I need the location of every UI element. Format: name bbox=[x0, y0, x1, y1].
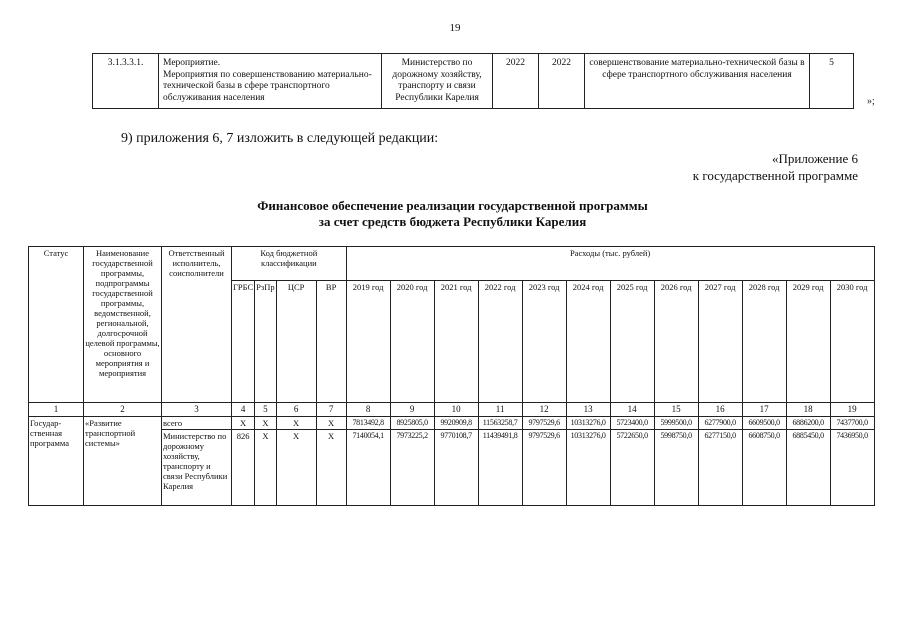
header-name: Наименование государственной программы, подпрограммы государственной программы, ведомственной, региональной, долгосрочной целевой программы, основного мероприятия и мероприятия bbox=[84, 247, 162, 403]
expense-value: 11439491,8 bbox=[478, 430, 522, 506]
column-number: 3 bbox=[162, 403, 232, 417]
event-year-start: 2022 bbox=[493, 54, 539, 109]
header-executor: Ответственный исполнитель, соисполнители bbox=[162, 247, 232, 403]
row-vr: X bbox=[316, 417, 346, 430]
document-title bbox=[0, 198, 905, 230]
header-year: 2030 год bbox=[830, 281, 874, 403]
row-grbs: 826 bbox=[232, 430, 255, 506]
row-csr: X bbox=[276, 430, 316, 506]
expense-value: 8925805,0 bbox=[390, 417, 434, 430]
event-result: совершенствование материально-технической базы в сфере транспортного обслуживания населения bbox=[585, 54, 810, 109]
column-number: 13 bbox=[566, 403, 610, 417]
row-vr: X bbox=[316, 430, 346, 506]
header-year: 2021 год bbox=[434, 281, 478, 403]
expense-value: 5998750,0 bbox=[654, 430, 698, 506]
expense-value: 6886200,0 bbox=[786, 417, 830, 430]
column-number: 17 bbox=[742, 403, 786, 417]
row-rzpr: X bbox=[255, 417, 276, 430]
expense-value: 9920909,8 bbox=[434, 417, 478, 430]
table-row bbox=[29, 417, 875, 430]
column-number: 1 bbox=[29, 403, 84, 417]
appendix-line-2: к государственной программе bbox=[692, 168, 858, 183]
header-expenses: Расходы (тыс. рублей) bbox=[346, 247, 874, 281]
event-table bbox=[92, 53, 854, 109]
column-number: 19 bbox=[830, 403, 874, 417]
row-csr: X bbox=[276, 417, 316, 430]
event-value: 5 bbox=[810, 54, 854, 109]
column-number: 11 bbox=[478, 403, 522, 417]
column-number: 7 bbox=[316, 403, 346, 417]
expense-value: 6609500,0 bbox=[742, 417, 786, 430]
expense-value: 5722650,0 bbox=[610, 430, 654, 506]
column-number: 14 bbox=[610, 403, 654, 417]
program-name: «Развитие транспортной системы» bbox=[84, 417, 162, 506]
appendix-heading bbox=[693, 150, 858, 184]
expense-value: 6277150,0 bbox=[698, 430, 742, 506]
header-year: 2027 год bbox=[698, 281, 742, 403]
header-year: 2020 год bbox=[390, 281, 434, 403]
column-number: 9 bbox=[390, 403, 434, 417]
event-year-end: 2022 bbox=[539, 54, 585, 109]
header-year: 2025 год bbox=[610, 281, 654, 403]
program-status: Государ-ственная программа bbox=[29, 417, 84, 506]
header-year: 2019 год bbox=[346, 281, 390, 403]
header-year: 2028 год bbox=[742, 281, 786, 403]
instruction-text: 9) приложения 6, 7 изложить в следующей редакции: bbox=[121, 131, 439, 146]
expense-value: 10313276,0 bbox=[566, 417, 610, 430]
expense-value: 6885450,0 bbox=[786, 430, 830, 506]
column-number: 12 bbox=[522, 403, 566, 417]
expense-value: 6277900,0 bbox=[698, 417, 742, 430]
row-executor: Министерство по дорожному хозяйству, транспорту и связи Республики Карелия bbox=[162, 430, 232, 506]
event-executor: Министерство по дорожному хозяйству, транспорту и связи Республики Карелия bbox=[382, 54, 493, 109]
header-vr: ВР bbox=[316, 281, 346, 403]
header-year: 2022 год bbox=[478, 281, 522, 403]
header-status: Статус bbox=[29, 247, 84, 403]
column-number: 15 bbox=[654, 403, 698, 417]
column-number-row bbox=[29, 403, 875, 417]
expense-value: 9797529,6 bbox=[522, 430, 566, 506]
title-line-1: Финансовое обеспечение реализации государственной программы bbox=[257, 198, 648, 213]
expense-value: 5999500,0 bbox=[654, 417, 698, 430]
page-number: 19 bbox=[449, 22, 461, 34]
row-executor: всего bbox=[162, 417, 232, 430]
expense-value: 11563258,7 bbox=[478, 417, 522, 430]
appendix-line-1: «Приложение 6 bbox=[771, 151, 858, 166]
event-description bbox=[159, 54, 382, 109]
header-row-1 bbox=[29, 247, 875, 281]
event-title: Мероприятие. bbox=[163, 58, 221, 68]
expense-value: 7140054,1 bbox=[346, 430, 390, 506]
expense-value: 6608750,0 bbox=[742, 430, 786, 506]
row-rzpr: X bbox=[255, 430, 276, 506]
column-number: 5 bbox=[255, 403, 276, 417]
expense-value: 5723400,0 bbox=[610, 417, 654, 430]
event-text: Мероприятия по совершенствованию материально-технической базы в сфере транспортного обслуживания населения bbox=[163, 69, 372, 103]
expense-value: 7813492,8 bbox=[346, 417, 390, 430]
header-csr: ЦСР bbox=[276, 281, 316, 403]
expense-value: 7973225,2 bbox=[390, 430, 434, 506]
header-rzpr: РзПр bbox=[255, 281, 276, 403]
event-code: 3.1.3.3.1. bbox=[93, 54, 159, 109]
header-budget-code: Код бюджетной классификации bbox=[232, 247, 347, 281]
expense-value: 9797529,6 bbox=[522, 417, 566, 430]
expense-value: 7437700,0 bbox=[830, 417, 874, 430]
column-number: 16 bbox=[698, 403, 742, 417]
column-number: 6 bbox=[276, 403, 316, 417]
header-year: 2024 год bbox=[566, 281, 610, 403]
title-line-2: за счет средств бюджета Республики Карелия bbox=[318, 214, 587, 229]
header-year: 2023 год bbox=[522, 281, 566, 403]
column-number: 4 bbox=[232, 403, 255, 417]
column-number: 18 bbox=[786, 403, 830, 417]
event-row bbox=[93, 54, 854, 109]
row-grbs: X bbox=[232, 417, 255, 430]
expense-value: 9770108,7 bbox=[434, 430, 478, 506]
header-year: 2029 год bbox=[786, 281, 830, 403]
closing-quote: »; bbox=[867, 96, 875, 107]
header-year: 2026 год bbox=[654, 281, 698, 403]
header-grbs: ГРБС bbox=[232, 281, 255, 403]
column-number: 10 bbox=[434, 403, 478, 417]
expense-value: 10313276,0 bbox=[566, 430, 610, 506]
column-number: 8 bbox=[346, 403, 390, 417]
column-number: 2 bbox=[84, 403, 162, 417]
financing-table bbox=[28, 246, 875, 506]
expense-value: 7436950,0 bbox=[830, 430, 874, 506]
